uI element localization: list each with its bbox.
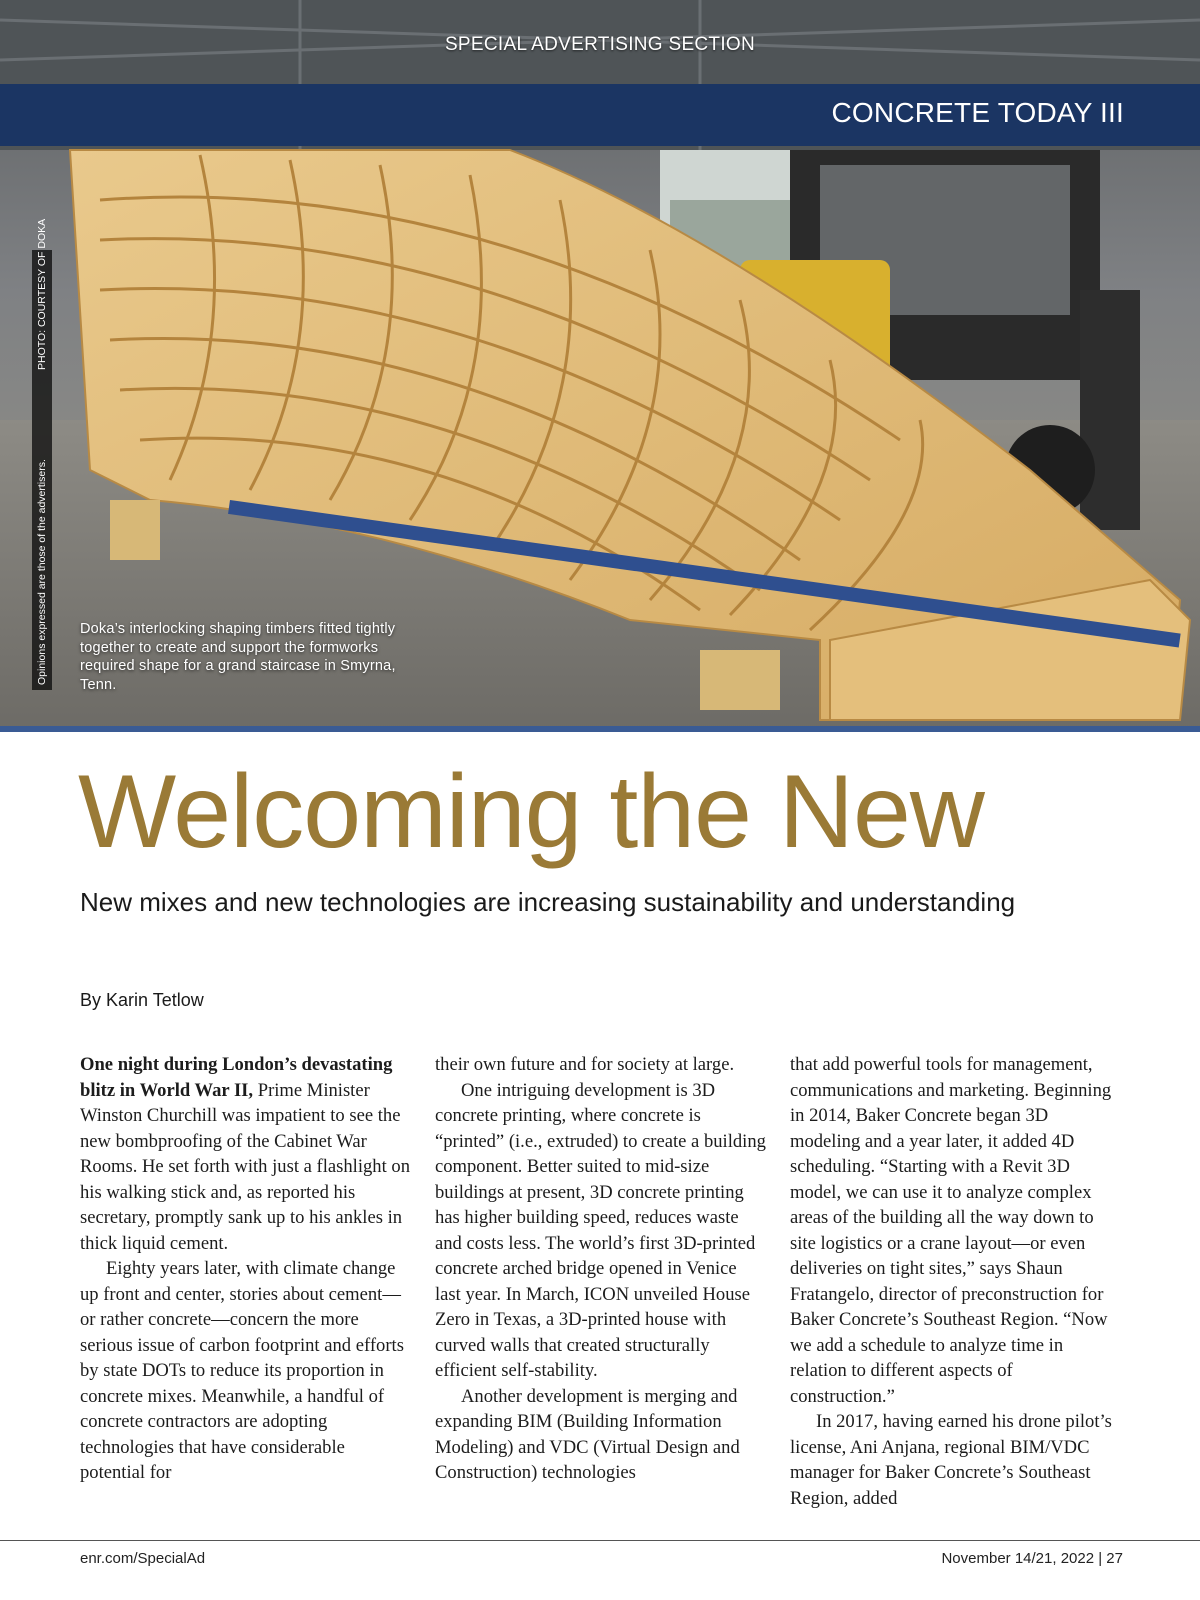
footer-divider [0, 1540, 1200, 1541]
paragraph: their own future and for society at large. [435, 1054, 735, 1075]
paragraph: Another development is merging and expanding BIM (Building Information Modeling) and VDC (Virtual Design and Construction) technologies [435, 1385, 740, 1483]
paragraph: One intriguing development is 3D concrete printing, where concrete is “printed” (i.e., extruded) to create a building component. Better suited to mid-size buildings at present, 3D concrete printing has higher building speed, reduces waste and costs less. The world’s first 3D-printed concrete arched bridge opened in Venice last year. In March, ICON unveiled House Zero in Texas, a 3D-printed house with curved walls that created structurally efficient self-stability. [435, 1079, 766, 1381]
lead-in: One night during London’s devastating blitz in World War II, [80, 1054, 393, 1101]
photo-credit: PHOTO: COURTESY OF DOKA [36, 218, 48, 370]
hero-photo [0, 0, 1200, 730]
photo-caption: Doka’s interlocking shaping timbers fitted tightly together to create and support the formworks required shape for a grand staircase in Smyrna, Tenn. [80, 621, 396, 693]
paragraph: Eighty years later, with climate change up front and center, stories about cement—or rather concrete—concern the more serious issue of carbon footprint and efforts by state DOTs to reduce its proportion in concrete mixes. Meanwhile, a handful of concrete contractors are adopting technologies that have considerable potential for [80, 1258, 404, 1483]
photo-disclaimer: Opinions expressed are those of the advertisers. [36, 459, 48, 685]
section-label: SPECIAL ADVERTISING SECTION [444, 34, 756, 55]
paragraph: that add powerful tools for management, communications and marketing. Beginning in 2014, Baker Concrete began 3D modeling and a year later, it added 4D scheduling. “Starting with a Revit 3D model, we can use it to analyze complex areas of the building all the way down to site logistics or a crane layout—or even deliveries on tight sites,” says Shaun Fratangelo, director of preconstruction for Baker Concrete’s Southeast Region. “Now we add a schedule to analyze time in relation to different aspects of construction.” [790, 1054, 1112, 1407]
paragraph [80, 1052, 412, 1256]
article-byline: By Karin Tetlow [80, 990, 204, 1010]
photo-credit-strip [32, 218, 52, 690]
series-title: CONCRETE TODAY III [831, 97, 1124, 128]
article-column-1 [80, 1052, 412, 1486]
hero-divider [0, 726, 1200, 732]
article-deck: New mixes and new technologies are increasing sustainability and understanding [80, 887, 1016, 917]
footer-date-page: November 14/21, 2022 | 27 [941, 1550, 1123, 1567]
article-headline: Welcoming the New [78, 754, 984, 870]
paragraph-text: Prime Minister Winston Churchill was impatient to see the new bombproofing of the Cabinet War Rooms. He set forth with just a flashlight on his walking stick and, as reported his secretary, promptly sank up to his ankles in thick liquid cement. [80, 1079, 411, 1254]
article-column-2 [435, 1052, 767, 1486]
paragraph: In 2017, having earned his drone pilot’s license, Ani Anjana, regional BIM/VDC manager for Baker Concrete’s Southeast Region, added [790, 1411, 1112, 1509]
footer-url[interactable]: enr.com/SpecialAd [80, 1550, 206, 1567]
series-banner [0, 84, 1200, 146]
article-column-3 [790, 1052, 1122, 1511]
